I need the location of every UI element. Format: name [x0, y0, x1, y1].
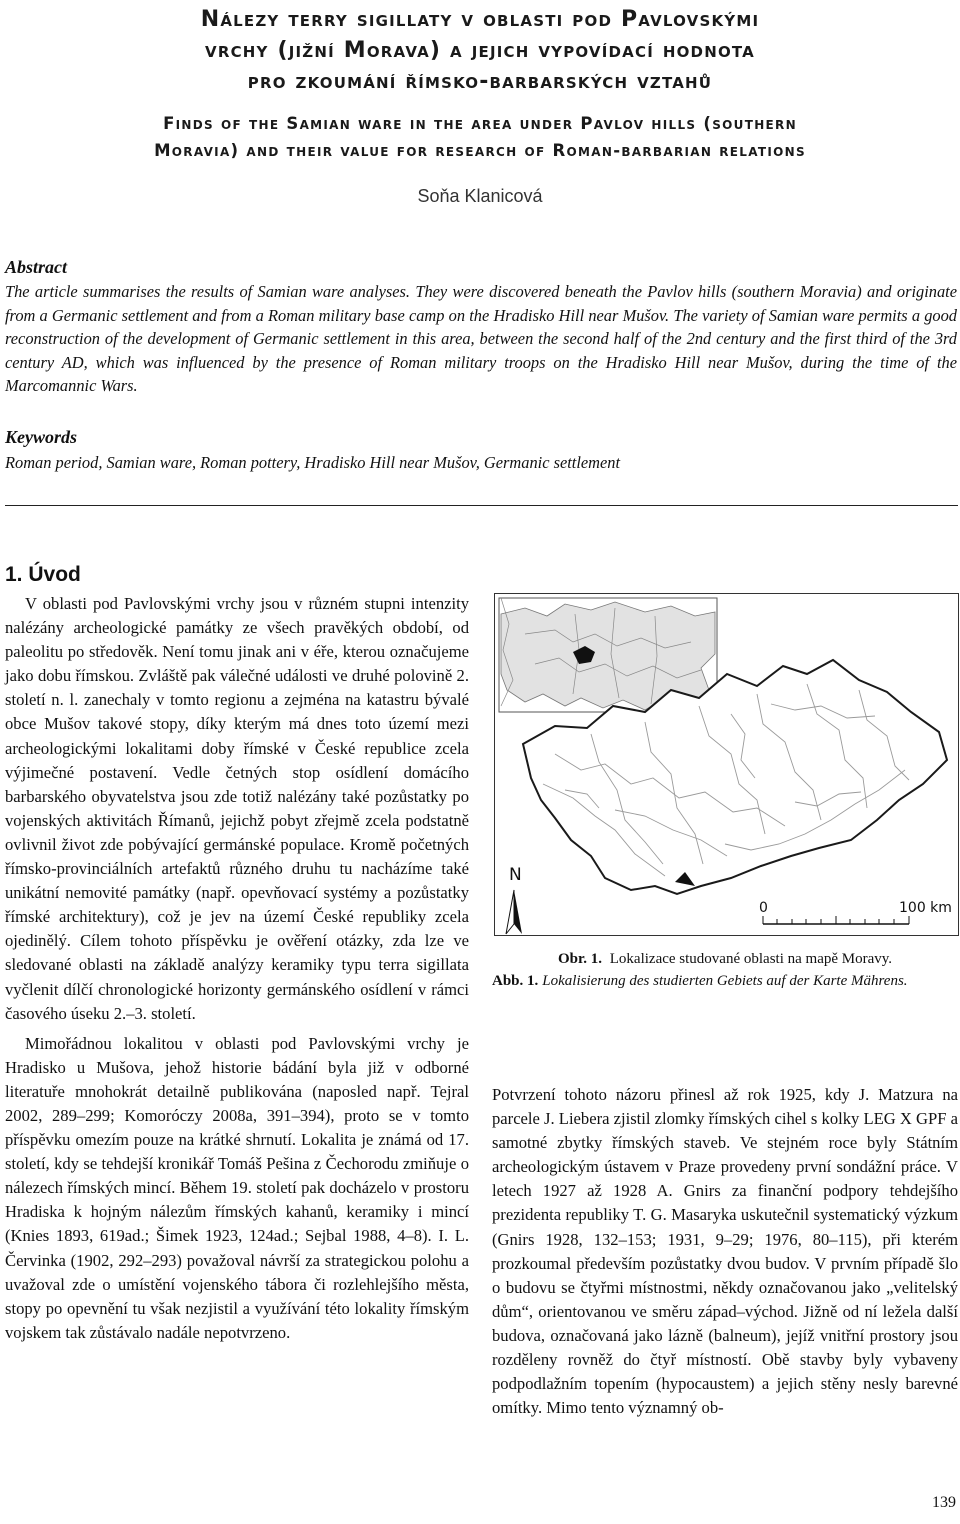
title-czech-line-1: Nálezy terry sigillaty v oblasti pod Pavlovskými	[200, 7, 760, 32]
divider	[5, 505, 958, 506]
north-label: N	[509, 865, 522, 885]
paragraph: Mimořádnou lokalitou v oblasti pod Pavlovskými vrchy je Hradisko u Mušova, jehož historie bádání byla již v odborné literatuře mnohokrát detailně publikována (naposled např. Tejral 2002, 289–299; Komoróczy 2008a, 391–394), proto se v tomto příspěvku omezím pouze na krátké shrnutí. Lokalita je známá od 17. století, kdy se tehdejší kronikář Tomáš Pešina z Čechorodu zmiňuje o nálezech římských mincí. Během 19. století pak docházelo v prostoru Hradiska k hojným nálezům římských kahanů, keramiky i mincí (Knies 1893, 619ad.; Šimek 1923, 124ad.; Sejbal 1988, 4–8). I. L. Červinka (1902, 292–293) považoval návrší za strategickou polohu a uvažoval zde o umístění vojenského tábora či rozlehlejšího města, stopy po opevnění tu však nezjistil a využívání této lokality římským vojskem tak zůstávalo nadále nepotvrzeno.	[5, 1033, 469, 1342]
title-english-line-1: Finds of the Samian ware in the area under Pavlov hills (southern	[163, 114, 797, 133]
scale-end-label: 100 km	[899, 900, 952, 916]
paragraph: Potvrzení tohoto názoru přinesl až rok 1925, kdy J. Matzura na parcele J. Liebera zjistil zlomky římských cihel s kolky LEG X GPF a samotné zbytky římských staveb. Ve stejném roce byly Státním archeologickým ústavem v Praze provedeny první sondážní práce. V letech 1927 až 1928 A. Gnirs za finanční podpory tehdejšího prezidenta republiky T. G. Masaryka uskutečnil systematický výzkum (Gnirs 1928, 132–153; 1931, 9–29; 1976, 80–115), při kterém prozkoumal především pozůstatky dvou budov. V prvním případě šlo o budovu se čtyřmi místnostmi, někdy označovanou jako „velitelský dům“, orientovanou ve směru západ–východ. Jižně od ní ležela další budova, označovaná jako lázně (balneum), jejíž vnitřní prostory jsou rozděleny rovněž do čtyř místností. Obě stavby byly vybaveny podpodlažním topením (hypocaustem) a jejich stěny nesly barevné omítky. Mimo tento významný ob-	[492, 1085, 958, 1418]
page-number: 139	[932, 1494, 956, 1511]
title-english	[0, 110, 960, 164]
caption-german	[492, 970, 958, 992]
abstract-text: The article summarises the results of Samian ware analyses. They were discovered beneath the Pavlov hills (southern Moravia) and originate from a Germanic settlement and from a Roman military base camp on the Hradisko Hill near Mušov. The variety of Samian ware permits a good reconstruction of the development of Germanic settlement in this area, between the second half of the 2nd century and the first third of the 3rd century AD, which was influenced by the presence of Roman military troops on the Hradisko Hill near Mušov, during the time of the Marcomannic Wars.	[5, 282, 957, 396]
right-column	[492, 1083, 958, 1420]
caption-german-text: Lokalisierung des studierten Gebiets auf der Karte Mährens.	[542, 973, 908, 989]
keywords-text: Roman period, Samian ware, Roman pottery, Hradisko Hill near Mušov, Germanic settlement	[5, 453, 621, 472]
title-english-line-2: Moravia) and their value for research of Roman-barbarian relations	[154, 141, 806, 160]
map-figure	[494, 593, 959, 936]
caption-czech-label: Obr. 1.	[557, 951, 603, 967]
paragraph: V oblasti pod Pavlovskými vrchy jsou v různém stupni intenzity nalézány archeologické památky ze všech pravěkých období, od paleolitu po středověk. Není tomu jinak ani v éře, kterou označujeme jako dobu římskou. Zvláště pak válečné události ve druhé polovině 2. století n. l. zanechaly v tomto regionu a zejména na katastru bývalé obce Mušov takové stopy, díky kterým má dnes toto území mezi archeologickými lokalitami doby římské v České republice zcela výjimečné postavení. Vedle četných stop osídlení domácího barbarského obyvatelstva jsou zde totiž nalézány také pozůstatky po vojenských aktivitách Římanů, jejichž pobyt zřejmě zcela podstatně ovlivnil život zde pobývající germánské populace. Kromě početných římsko-provinciálních artefaktů různého druhu tu nacházíme také unikátní nemovité památky (např. opevňovací systémy a pozůstatky římské architektury), což je jev na území České republiky zcela ojedinělý. Cílem tohoto příspěvku je ověření otázky, zda lze ve sledované oblasti na základě analýzy keramiky typu terra sigillata vyčlenit dílčí chronologické horizonty germánského osídlení v rámci časového úseku 2.–3. století.	[5, 594, 469, 1023]
scale-bar	[759, 900, 952, 924]
caption-czech-text: Lokalizace studované oblasti na mapě Moravy.	[609, 951, 893, 967]
title-czech-line-3: pro zkoumání římsko-barbarských vztahů	[247, 69, 713, 94]
left-column	[5, 592, 469, 1351]
figure-caption	[492, 948, 958, 992]
author: Soňa Klanicová	[417, 186, 543, 206]
title-czech-line-2: vrchy (jižní Morava) a jejich vypovídací hodnota	[205, 38, 755, 63]
keywords-heading: Keywords	[5, 427, 77, 447]
caption-czech	[492, 948, 958, 970]
abstract-heading: Abstract	[5, 257, 68, 277]
map-svg	[495, 594, 958, 935]
scale-zero-label: 0	[759, 900, 768, 916]
north-arrow	[506, 865, 522, 934]
title-czech	[0, 4, 960, 97]
caption-german-label: Abb. 1.	[492, 973, 539, 989]
section-heading: 1. Úvod	[5, 563, 81, 586]
